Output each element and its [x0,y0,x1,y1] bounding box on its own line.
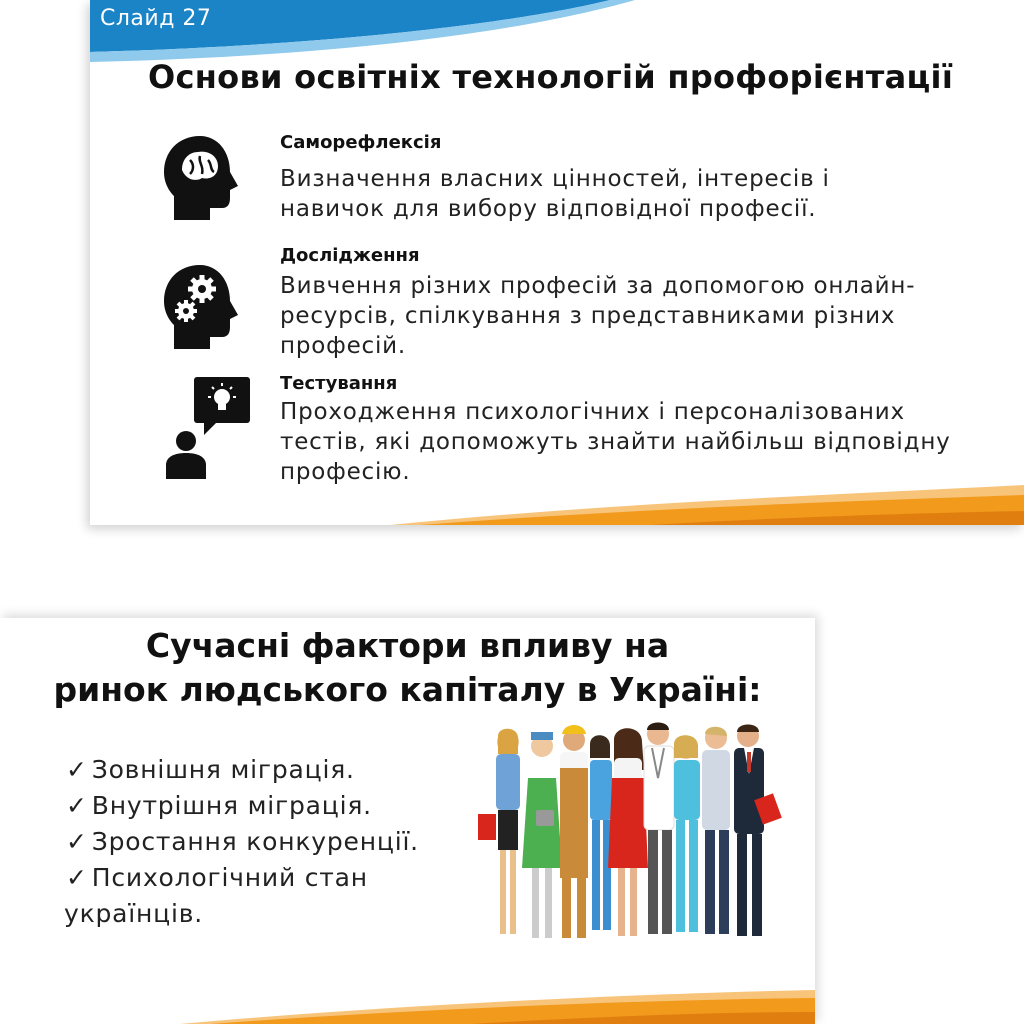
item-description-line: ресурсів, спілкування з представниками різних [280,303,896,329]
list-item [66,752,486,788]
factor-text: Зростання конкуренції. [91,827,419,856]
factor-text: Психологічний стан [91,863,368,892]
slide-27 [90,0,1024,525]
item-description-line: Проходження психологічних і персоналізованих [280,399,905,425]
item-description-line: професій. [280,333,407,359]
person-figure [608,728,648,936]
list-item [66,788,486,824]
person-figure [644,723,674,935]
item-heading: Тестування [280,373,398,394]
person-figure [674,735,700,932]
check-icon: ✓ [66,791,88,820]
person-figure [590,735,612,930]
item-description [280,164,1000,224]
item-description-line: навичок для вибору відповідної професії. [280,196,817,222]
bottom-orange-band [90,455,1024,525]
item-description [280,271,1000,361]
slide-title [0,624,815,712]
item-heading: Дослідження [280,245,420,266]
item-description-line: Вивчення різних професій за допомогою онлайн- [280,273,916,299]
person-figure [702,727,730,934]
person-figure [734,725,782,937]
slide-number: Слайд 27 [100,6,212,31]
slide-human-capital [0,618,815,1024]
item-description-line: тестів, які допоможуть знайти найбільш відповідну [280,429,951,455]
list-item-continuation [64,896,486,932]
item-description-line: Визначення власних цінностей, інтересів і [280,166,830,192]
person-figure [522,732,562,938]
person-figure [560,725,588,938]
check-icon: ✓ [66,827,88,856]
list-item [66,860,486,896]
check-icon: ✓ [66,755,88,784]
professionals-group-image [472,718,792,958]
person-figure [478,729,520,934]
slide-title-line: ринок людського капіталу в Україні: [53,670,762,709]
factor-text: українців. [64,899,204,928]
gears-head-icon [160,263,240,351]
check-icon: ✓ [66,863,88,892]
list-item [66,824,486,860]
factor-list [66,752,486,932]
bottom-orange-band [0,968,815,1024]
item-description-line: професію. [280,459,411,485]
factor-text: Внутрішня міграція. [91,791,372,820]
slide-title-line: Сучасні фактори впливу на [145,626,670,665]
slide-title: Основи освітніх технологій профорієнтації [148,58,954,96]
brain-head-icon [160,134,240,222]
factor-text: Зовнішня міграція. [91,755,355,784]
item-heading: Саморефлексія [280,132,442,153]
